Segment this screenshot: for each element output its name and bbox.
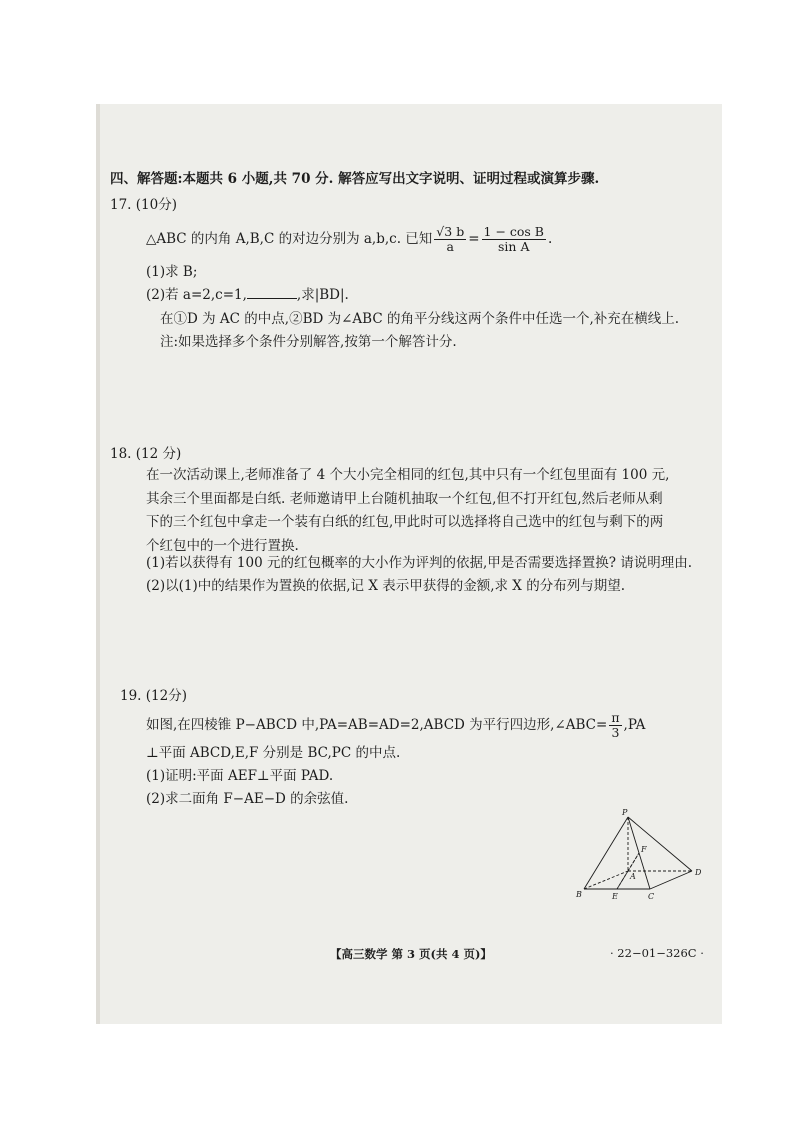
q17-number: 17. (10分)	[110, 197, 177, 213]
edge-cd	[650, 871, 692, 889]
q19-number: 19. (12分)	[120, 688, 187, 704]
q17-fraction-1	[434, 225, 466, 254]
q17-part-2-suffix: ,求|BD|.	[296, 287, 349, 303]
q19-part-2: (2)求二面角 F−AE−D 的余弦值.	[146, 791, 349, 807]
q19-line-1-suffix: ,PA	[623, 717, 646, 733]
q19-angle-fraction	[609, 711, 621, 740]
q17-part-2-prefix: (2)若 a=2,c=1,	[146, 287, 247, 303]
q17-stem-end: .	[548, 231, 553, 247]
q17-stem-prefix: △ABC 的内角 A,B,C 的对边分别为 a,b,c. 已知	[146, 231, 433, 247]
q17-fraction-2	[482, 225, 546, 254]
edge-ba	[584, 871, 628, 889]
q17-fraction-2-numerator: 1 − cos B	[483, 224, 544, 239]
q18-part-1: (1)若以获得有 100 元的红包概率的大小作为评判的依据,甲是否需要选择置换? 请说明理由.	[146, 555, 693, 571]
label-b: B	[576, 890, 582, 899]
label-c: C	[648, 892, 655, 901]
q17-fraction-1-numerator: √3 b	[436, 224, 465, 239]
q17-answer-blank	[247, 286, 297, 299]
edge-pb	[584, 817, 628, 889]
q18-line-4: 个红包中的一个进行置换.	[146, 538, 299, 554]
footer-code: · 22−01−326C ·	[610, 946, 704, 960]
q19-line-2: ⊥平面 ABCD,E,F 分别是 BC,PC 的中点.	[146, 745, 401, 761]
q18-line-3: 下的三个红包中拿走一个装有白纸的红包,甲此时可以选择将自己选中的红包与剩下的两	[146, 514, 664, 530]
q17-fraction-1-denominator: a	[446, 239, 454, 254]
label-f: F	[641, 845, 647, 854]
q17-note: 注:如果选择多个条件分别解答,按第一个解答计分.	[160, 334, 457, 350]
q18-line-2: 其余三个里面都是白纸. 老师邀请甲上台随机抽取一个红包,但不打开红包,然后老师从剩	[146, 491, 663, 507]
q17-fraction-2-denominator: sin A	[498, 239, 530, 254]
label-d: D	[695, 868, 702, 877]
q17-option-text: 在①D 为 AC 的中点,②BD 为∠ABC 的角平分线这两个条件中任选一个,补充在横线上.	[160, 311, 680, 327]
q19-angle-fraction-numerator: π	[611, 710, 620, 725]
label-a: A	[630, 872, 636, 881]
label-e: E	[612, 892, 618, 901]
edge-pd	[628, 817, 692, 871]
q18-part-2: (2)以(1)中的结果作为置换的依据,记 X 表示甲获得的金额,求 X 的分布列与期望.	[146, 578, 626, 594]
q18-line-1: 在一次活动课上,老师准备了 4 个大小完全相同的红包,其中只有一个红包里面有 100 元,	[146, 467, 670, 483]
section-heading: 四、解答题:本题共 6 小题,共 70 分. 解答应写出文字说明、证明过程或演算步骤.	[110, 171, 600, 187]
footer-page-info: 【高三数学 第 3 页(共 4 页)】	[330, 947, 492, 961]
page-edge-shadow	[96, 104, 100, 1024]
q19-part-1: (1)证明:平面 AEF⊥平面 PAD.	[146, 768, 334, 784]
q19-angle-fraction-denominator: 3	[611, 725, 620, 740]
q19-line-1	[146, 710, 645, 740]
pyramid-figure	[570, 805, 710, 905]
q19-line-1-prefix: 如图,在四棱锥 P−ABCD 中,PA=AB=AD=2,ABCD 为平行四边形,∠ABC=	[146, 717, 608, 733]
q17-part-2	[146, 286, 349, 304]
q17-equals: =	[468, 231, 480, 247]
label-p: P	[622, 808, 628, 817]
q18-number: 18. (12 分)	[110, 446, 182, 462]
q17-part-1: (1)求 B;	[146, 264, 198, 280]
q17-stem	[146, 221, 552, 257]
